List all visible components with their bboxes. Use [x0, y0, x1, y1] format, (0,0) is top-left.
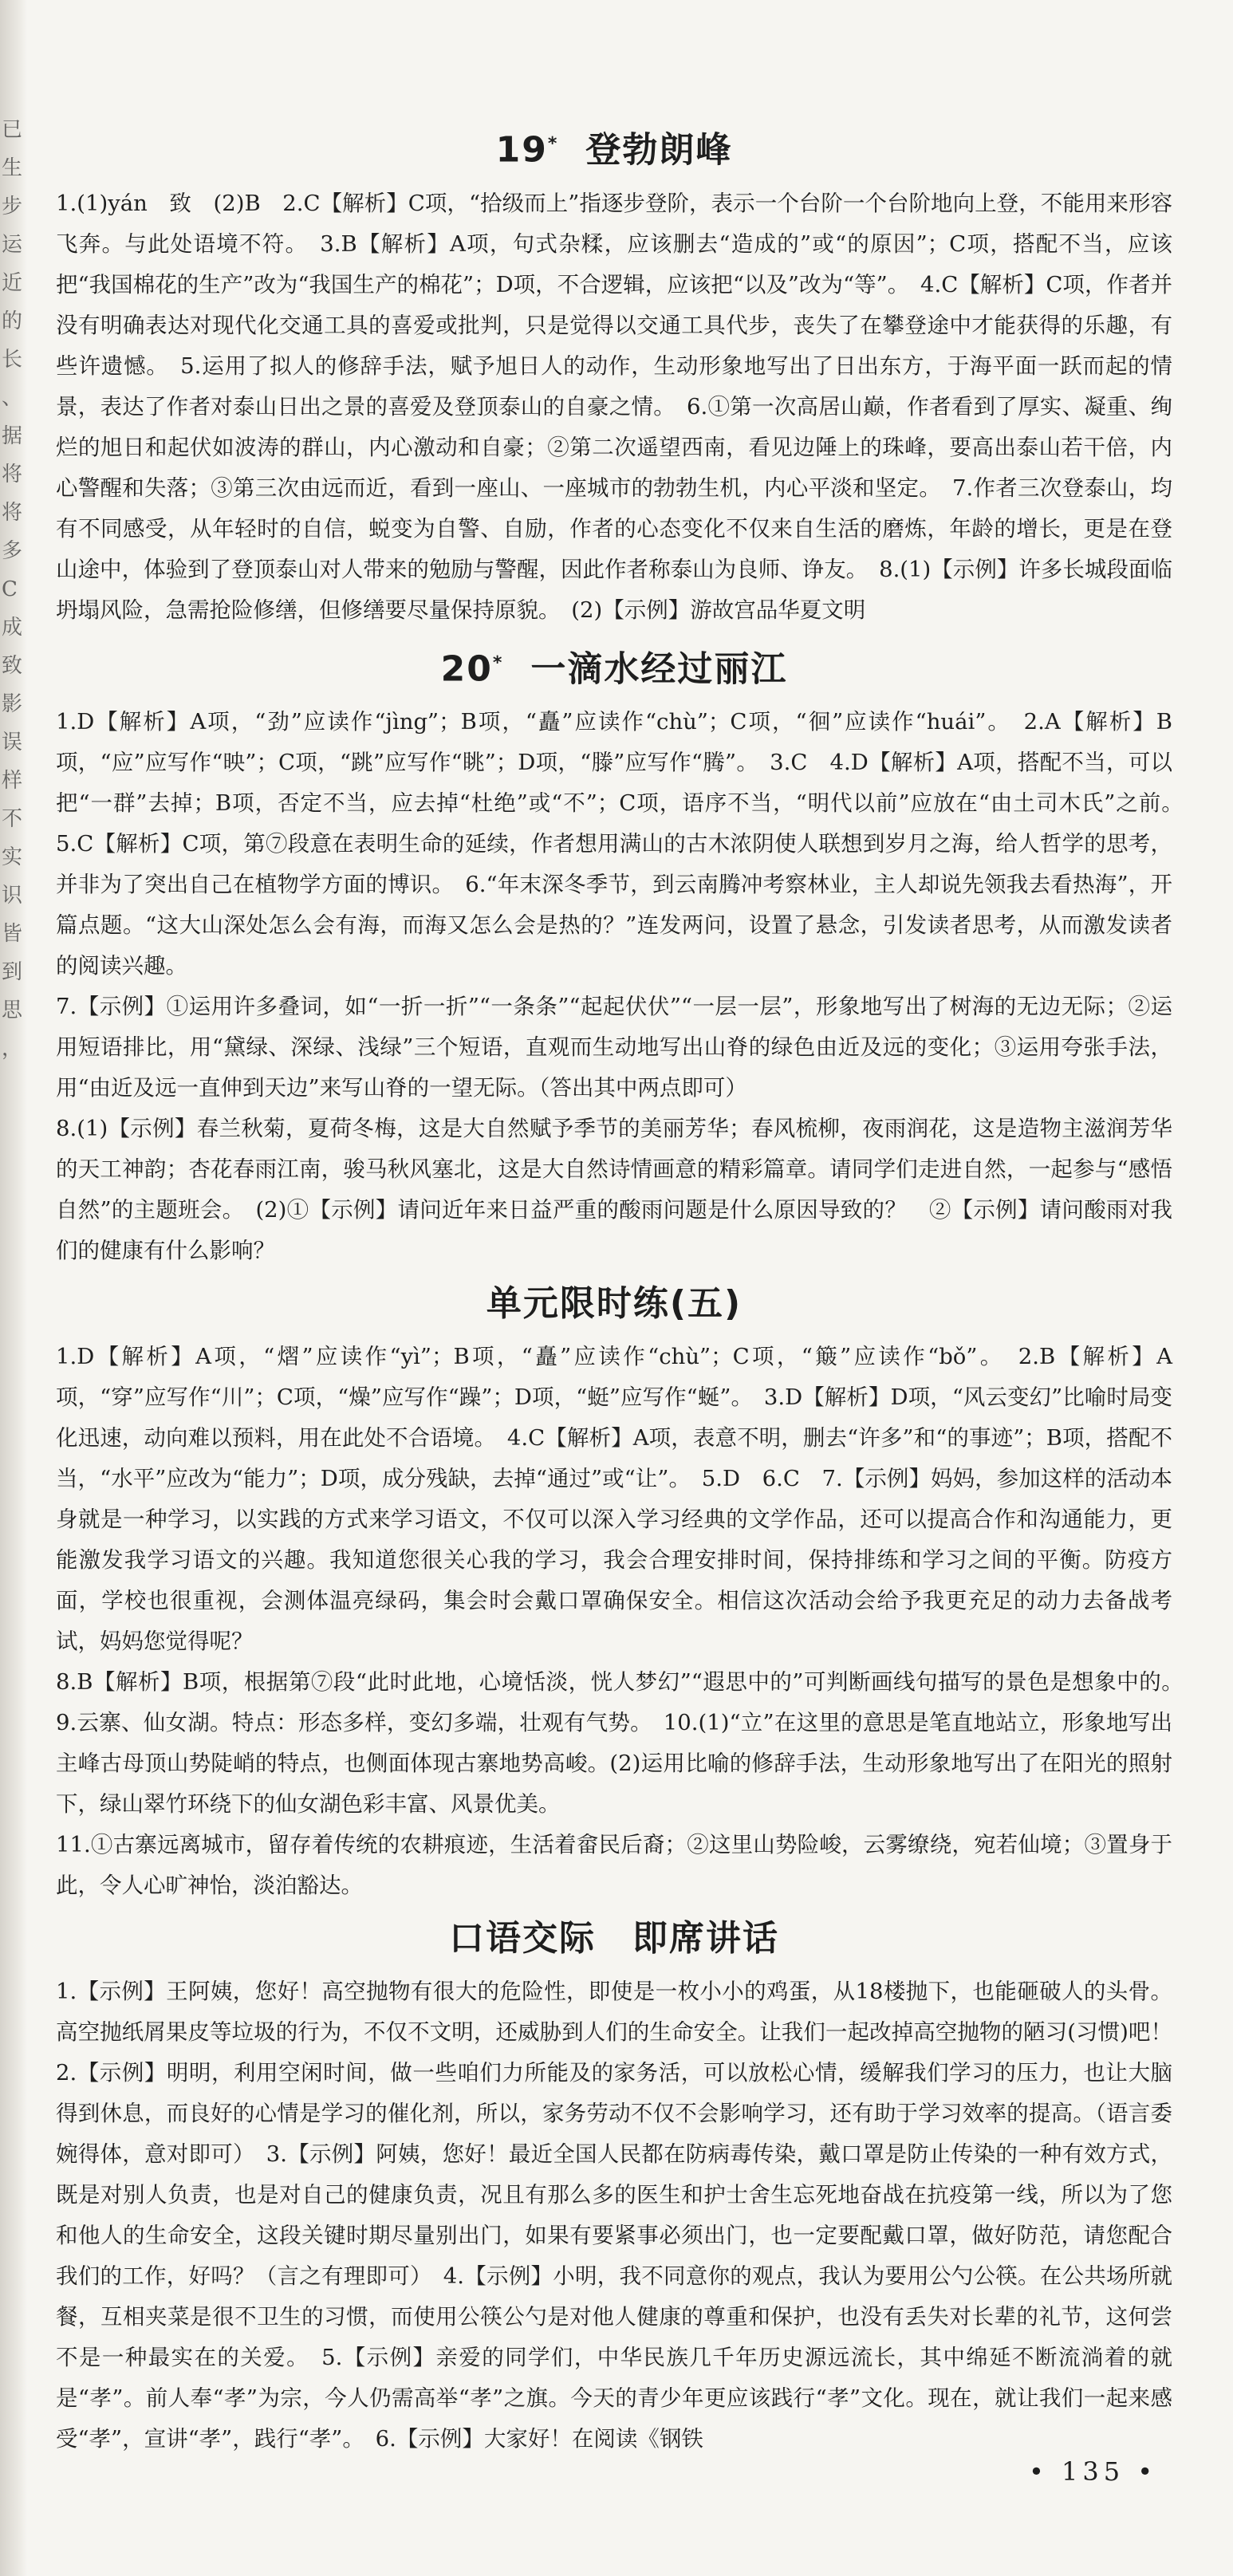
margin-char: 不	[2, 807, 23, 831]
answer-paragraph: 1.(1)yán 致 (2)B 2.C【解析】C项，“拾级而上”指逐步登阶，表示一个台阶一个台阶地向上登，不能用来形容飞奔。与此处语境不符。 3.B【解析】A项，句式杂糅，应该删去“造成的”或“的原因”；C项，搭配不当，应该把“我国棉花的生产”改为“我国生产的棉花”；D项，不合逻辑，应该把“以及”改为“等”。 4.C【解析】C项，作者并没有明确表达对现代化交通工具的喜爱或批判，只是觉得以交通工具代步，丧失了在攀登途中才能获得的乐趣，有些许遗憾。 5.运用了拟人的修辞手法，赋予旭日人的动作，生动形象地写出了日出东方，于海平面一跃而起的情景，表达了作者对泰山日出之景的喜爱及登顶泰山的自豪之情。 6.①第一次高居山巅，作者看到了厚实、凝重、绚烂的旭日和起伏如波涛的群山，内心激动和自豪；②第二次遥望西南，看见边陲上的珠峰，要高出泰山若干倍，内心警醒和失落；③第三次由远而近，看到一座山、一座城市的勃勃生机，内心平淡和坚定。 7.作者三次登泰山，均有不同感受，从年轻时的自信，蜕变为自警、自励，作者的心态变化不仅来自生活的磨炼，年龄的增长，更是在登山途中，体验到了登顶泰山对人带来的勉励与警醒，因此作者称泰山为良师、诤友。 8.(1)【示例】许多长城段面临坍塌风险，急需抢险修缮，但修缮要尽量保持原貌。 (2)【示例】游故宫品华夏文明	[56, 190, 1172, 623]
section-title	[56, 631, 1172, 703]
margin-char: 实	[2, 845, 23, 869]
margin-char: ，	[2, 1037, 23, 1061]
margin-fragment-text	[2, 120, 22, 1077]
margin-char: 生	[2, 156, 23, 180]
margin-char: 的	[2, 309, 23, 333]
section-title	[56, 1906, 1172, 1971]
margin-char: 步	[2, 195, 23, 219]
margin-char: 多	[2, 539, 23, 563]
margin-char: 将	[2, 501, 23, 525]
answer-paragraph: 8.B【解析】B项，根据第⑦段“此时此地，心境恬淡，恍人梦幻”“遐思中的”可判断画线句描写的景色是想象中的。 9.云寨、仙女湖。特点：形态多样，变幻多端，壮观有气势。 10.(1)“立”在这里的意思是笔直地站立，形象地写出主峰古母顶山势陡峭的特点，也侧面体现古寨地势高峻。(2)运用比喻的修辞手法，生动形象地写出了在阳光的照射下，绿山翠竹环绕下的仙女湖色彩丰富、风景优美。	[56, 1669, 1195, 1818]
answer-paragraph: 1.D【解析】A项，“劲”应读作“jìng”；B项，“矗”应读作“chù”；C项，“徊”应读作“huái”。 2.A【解析】B项，“应”应写作“映”；C项，“跳”应写作“眺”；D项，“滕”应写作“腾”。 3.C 4.D【解析】A项，搭配不当，可以把“一群”去掉；B项，否定不当，应去掉“杜绝”或“不”；C项，语序不当，“明代以前”应放在“由土司木氏”之前。 5.C【解析】C项，第⑦段意在表明生命的延续，作者想用满山的古木浓阴使人联想到岁月之海，给人哲学的思考，并非为了突出自己在植物学方面的博识。 6.“年末深冬季节，到云南腾冲考察林业，主人却说先领我去看热海”，开篇点题。“这大山深处怎么会有海，而海又怎么会是热的？”连发两问，设置了悬念，引发读者思考，从而激发读者的阅读兴趣。	[56, 709, 1195, 979]
section-title	[56, 1271, 1172, 1337]
section-title-text: 单元限时练(五)	[486, 1283, 743, 1325]
margin-char: 、	[2, 386, 23, 410]
section-title	[56, 112, 1172, 183]
margin-char: 已	[2, 118, 23, 142]
margin-char: 皆	[2, 922, 23, 946]
margin-char: 据	[2, 424, 23, 448]
margin-char: 样	[2, 769, 23, 793]
answer-paragraph: 11.①古寨远离城市，留存着传统的农耕痕迹，生活着畲民后裔；②这里山势险峻，云雾缭绕，宛若仙境；③置身于此，令人心旷神怡，淡泊豁达。	[56, 1832, 1172, 1899]
section-star: *	[492, 652, 504, 673]
margin-char: 近	[2, 271, 23, 295]
page-number: • 135 •	[1029, 2456, 1158, 2487]
answer-content	[56, 112, 1195, 2460]
answer-paragraph: 1.D【解析】A项，“熠”应读作“yì”；B项，“矗”应读作“chù”；C项，“簸”应读作“bǒ”。 2.B【解析】A项，“穿”应写作“川”；C项，“燥”应写作“躁”；D项，“蜓”应写作“蜒”。 3.D【解析】D项，“风云变幻”比喻时局变化迅速，动向难以预料，用在此处不合语境。 4.C【解析】A项，表意不明，删去“许多”和“的事迹”；B项，搭配不当，“水平”应改为“能力”；D项，成分残缺，去掉“通过”或“让”。 5.D 6.C 7.【示例】妈妈，参加这样的活动本身就是一种学习，以实践的方式来学习语文，不仅可以深入学习经典的文学作品，还可以提高合作和沟通能力，更能激发我学习语文的兴趣。我知道您很关心我的学习，我会合理安排时间，保持排练和学习之间的平衡。防疫方面，学校也很重视，会测体温亮绿码，集会时会戴口罩确保安全。相信这次活动会给予我更充足的动力去备战考试，妈妈您觉得呢？	[56, 1344, 1172, 1655]
binding-margin	[0, 0, 27, 2576]
margin-char: 致	[2, 654, 23, 678]
margin-char: C	[2, 577, 18, 601]
margin-char: 识	[2, 884, 23, 908]
page-number-value: 135	[1062, 2456, 1125, 2487]
section-title-text: 口语交际 即席讲话	[449, 1918, 779, 1960]
margin-char: 长	[2, 348, 23, 372]
section-number: 20	[440, 648, 493, 690]
margin-char: 误	[2, 731, 23, 754]
margin-char: 到	[2, 960, 23, 984]
section-title-text: 一滴水经过丽江	[530, 648, 788, 690]
section-title-text: 登勃朗峰	[585, 129, 733, 171]
margin-char: 将	[2, 463, 23, 486]
section-number: 19	[495, 129, 548, 171]
margin-char: 影	[2, 692, 23, 716]
section-star: *	[547, 134, 559, 154]
answer-paragraph: 1.【示例】王阿姨，您好！高空抛物有很大的危险性，即使是一枚小小的鸡蛋，从18楼抛下，也能砸破人的头骨。高空抛纸屑果皮等垃圾的行为，不仅不文明，还威胁到人们的生命安全。让我们一起改掉高空抛物的陋习(习惯)吧！ 2.【示例】明明，利用空闲时间，做一些咱们力所能及的家务活，可以放松心情，缓解我们学习的压力，也让大脑得到休息，而良好的心情是学习的催化剂，所以，家务劳动不仅不会影响学习，还有助于学习效率的提高。（语言委婉得体，意对即可） 3.【示例】阿姨，您好！最近全国人民都在防病毒传染，戴口罩是防止传染的一种有效方式，既是对别人负责，也是对自己的健康负责，况且有那么多的医生和护士舍生忘死地奋战在抗疫第一线，所以为了您和他人的生命安全，这段关键时期尽量别出门，如果有要紧事必须出门，也一定要配戴口罩，做好防范，请您配合我们的工作，好吗？（言之有理即可） 4.【示例】小明，我不同意你的观点，我认为要用公勺公筷。在公共场所就餐，互相夹菜是很不卫生的习惯，而使用公筷公勺是对他人健康的尊重和保护，也没有丢失对长辈的礼节，这何尝不是一种最实在的关爱。 5.【示例】亲爱的同学们，中华民族几千年历史源远流长，其中绵延不断流淌着的就是“孝”。前人奉“孝”为宗，今人仍需高举“孝”之旗。今天的青少年更应该践行“孝”文化。现在，就让我们一起来感受“孝”，宣讲“孝”，践行“孝”。 6.【示例】大家好！在阅读《钢铁	[56, 1979, 1195, 2452]
answer-paragraph: 7.【示例】①运用许多叠词，如“一折一折”“一条条”“起起伏伏”“一层一层”，形象地写出了树海的无边无际；②运用短语排比，用“黛绿、深绿、浅绿”三个短语，直观而生动地写出山脊的绿色由近及远的变化；③运用夸张手法，用“由近及远一直伸到天边”来写山脊的一望无际。（答出其中两点即可）	[56, 994, 1172, 1101]
margin-char: 成	[2, 616, 23, 640]
margin-char: 思	[2, 998, 23, 1022]
margin-char: 运	[2, 233, 23, 257]
answer-paragraph: 8.(1)【示例】春兰秋菊，夏荷冬梅，这是大自然赋予季节的美丽芳华；春风梳柳，夜雨润花，这是造物主滋润芳华的天工神韵；杏花春雨江南，骏马秋风塞北，这是大自然诗情画意的精彩篇章。请同学们走进自然，一起参与“感悟自然”的主题班会。 (2)①【示例】请问近年来日益严重的酸雨问题是什么原因导致的？ ②【示例】请问酸雨对我们的健康有什么影响？	[56, 1116, 1172, 1264]
